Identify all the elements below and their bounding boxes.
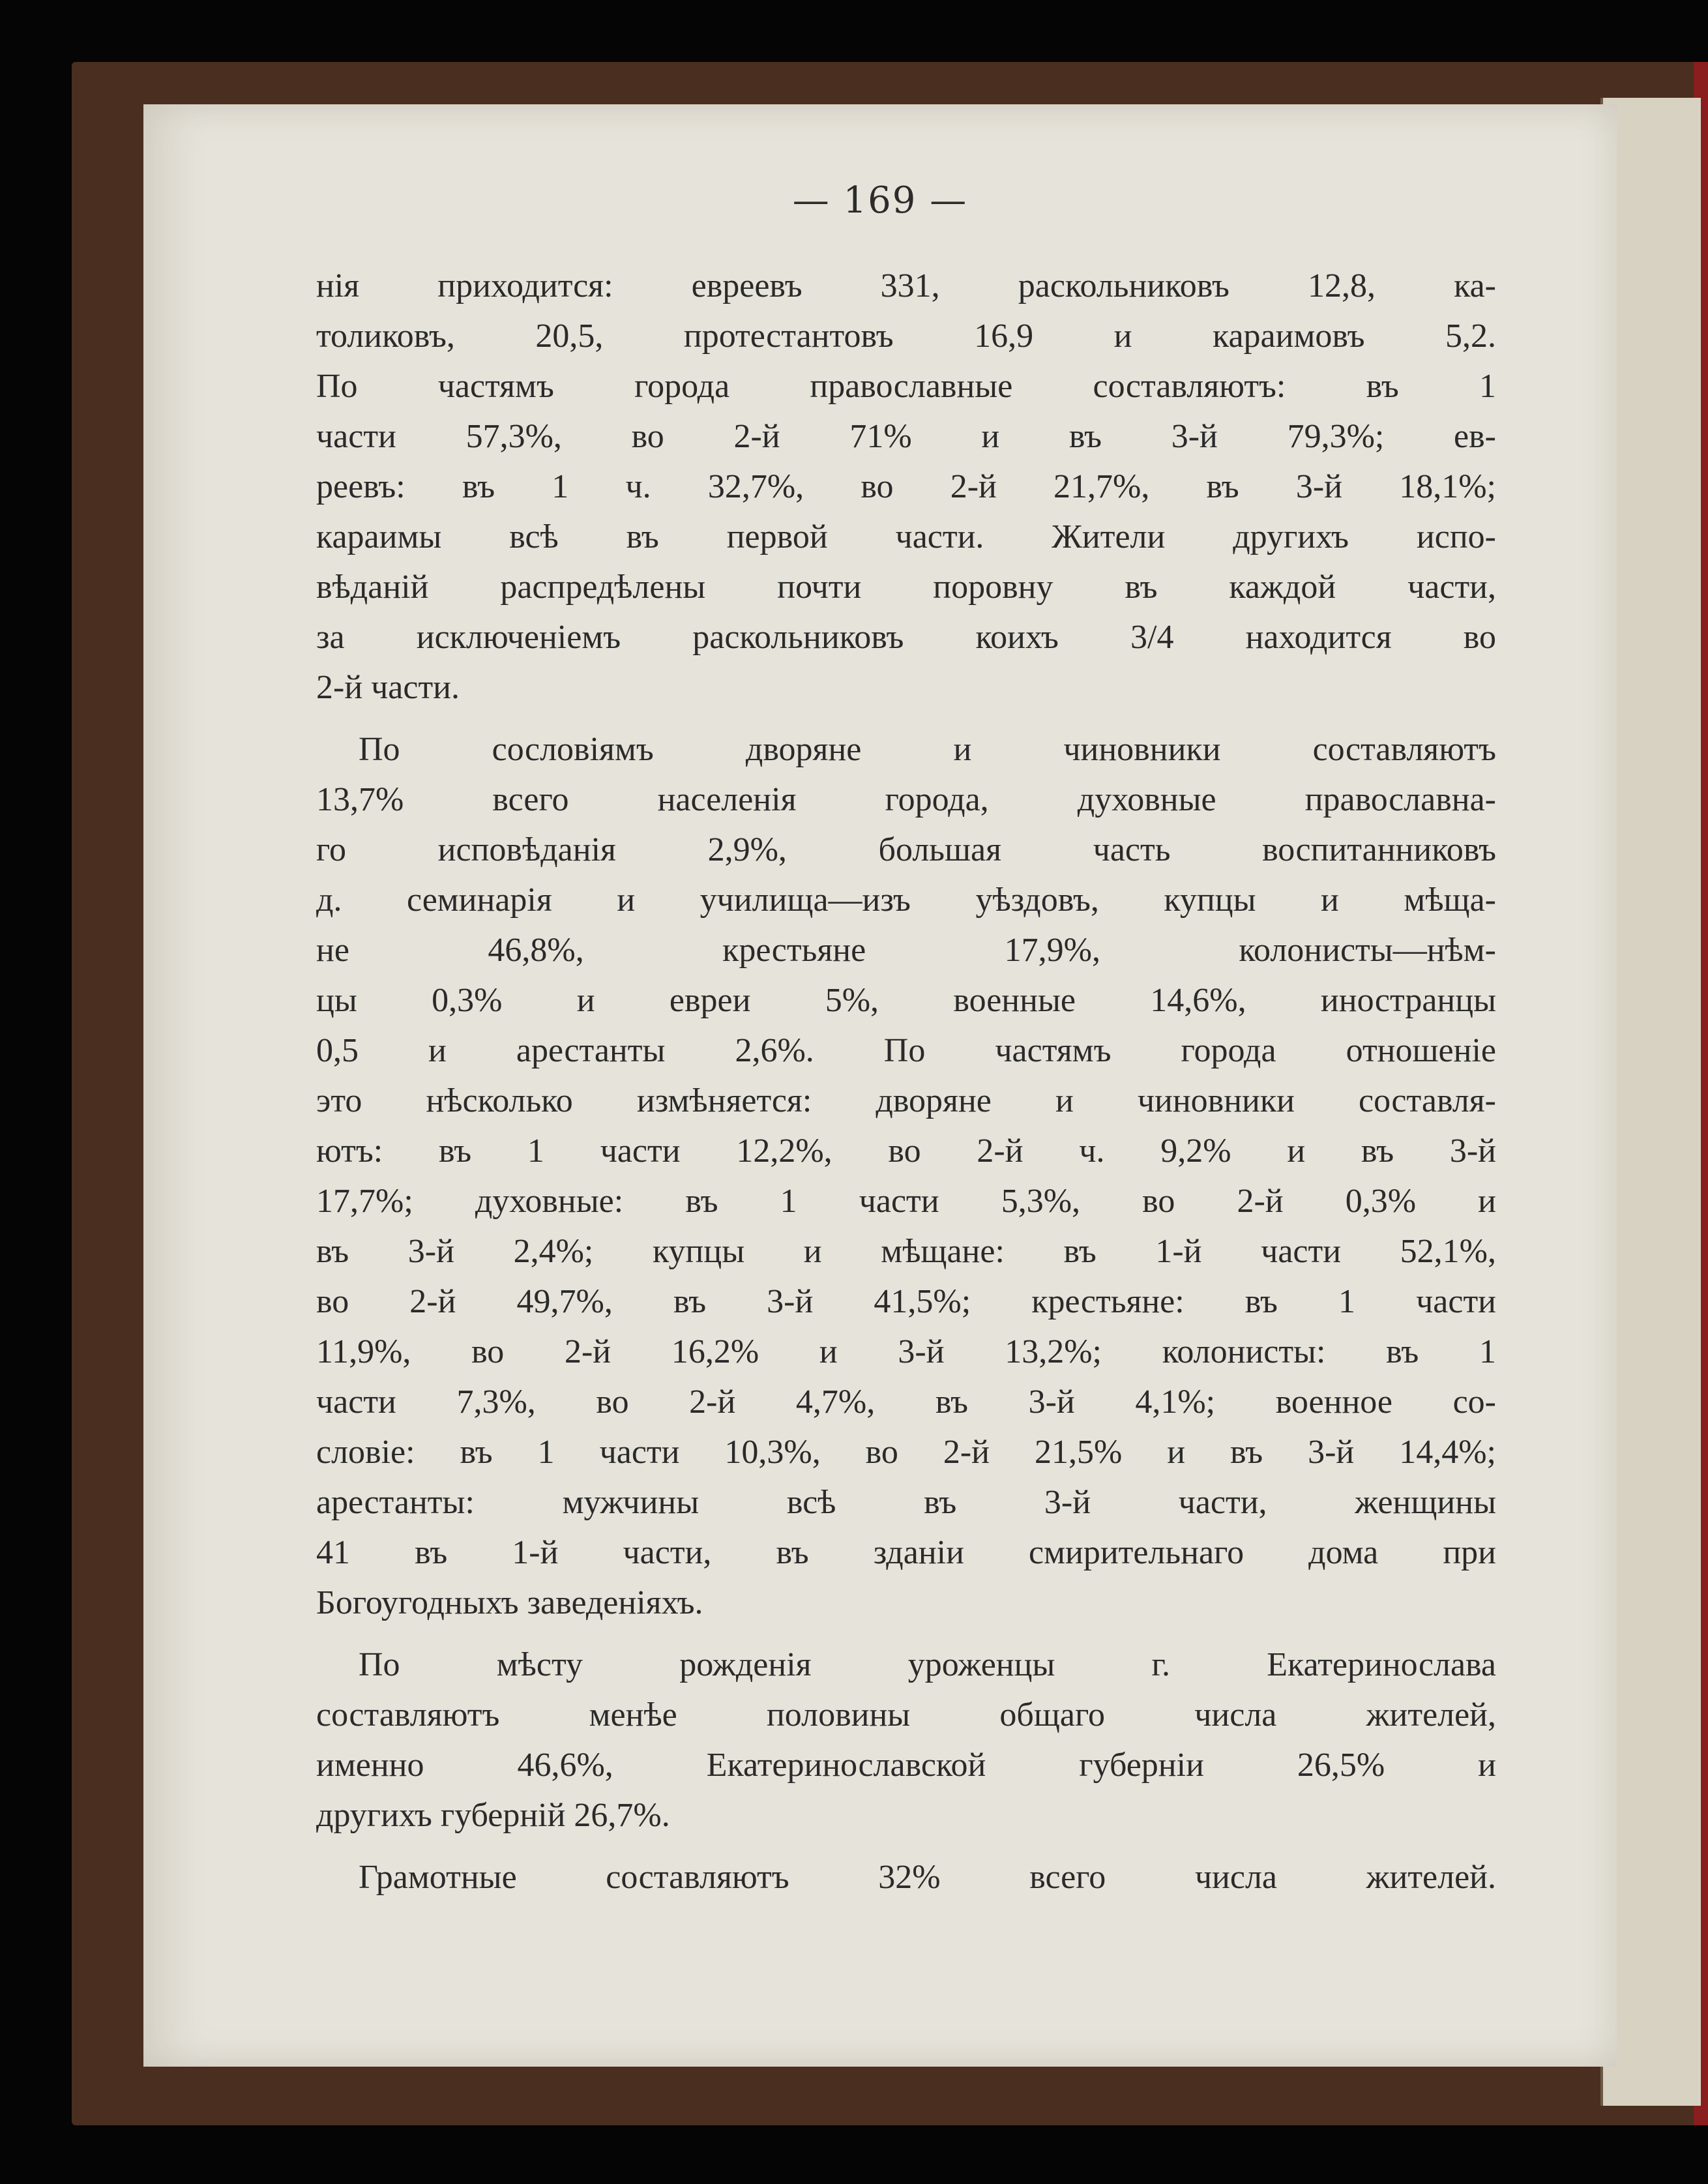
text-line: вѣданій распредѣлены почти поровну въ каждой части, xyxy=(316,568,1496,606)
text-line: го исповѣданія 2,9%, большая часть воспитанниковъ xyxy=(316,831,1496,868)
text-line: Богоугодныхъ заведеніяхъ. xyxy=(316,1584,703,1621)
text-line: части 57,3%, во 2-й 71% и въ 3-й 79,3%; ев- xyxy=(316,418,1496,455)
page-number: — 169 — xyxy=(792,179,968,222)
text-line: за исключеніемъ раскольниковъ коихъ 3/4 находится во xyxy=(316,619,1496,656)
text-line: 17,7%; духовные: въ 1 части 5,3%, во 2-й 0,3% и xyxy=(316,1183,1496,1220)
text-line: это нѣсколько измѣняется: дворяне и чиновники составля- xyxy=(316,1082,1496,1119)
book-page xyxy=(143,104,1617,2067)
text-line: 2-й части. xyxy=(316,669,460,706)
text-line: цы 0,3% и евреи 5%, военные 14,6%, иностранцы xyxy=(316,982,1496,1019)
text-line: словіе: въ 1 части 10,3%, во 2-й 21,5% и въ 3-й 14,4%; xyxy=(316,1434,1496,1471)
text-line: составляютъ менѣе половины общаго числа жителей, xyxy=(316,1696,1496,1734)
text-line: 13,7% всего населенія города, духовные православна- xyxy=(316,781,1496,818)
text-line: По сословіямъ дворяне и чиновники составляютъ xyxy=(359,731,1496,768)
text-line: По частямъ города православные составляютъ: въ 1 xyxy=(316,368,1496,405)
text-line: толиковъ, 20,5, протестантовъ 16,9 и караимовъ 5,2. xyxy=(316,317,1496,355)
text-line: въ 3-й 2,4%; купцы и мѣщане: въ 1-й части 52,1%, xyxy=(316,1233,1496,1270)
text-line: д. семинарія и училища—изъ уѣздовъ, купцы и мѣща- xyxy=(316,881,1496,919)
text-line: По мѣсту рожденія уроженцы г. Екатеринослава xyxy=(359,1646,1496,1683)
text-line: 11,9%, во 2-й 16,2% и 3-й 13,2%; колонисты: въ 1 xyxy=(316,1333,1496,1370)
text-line: не 46,8%, крестьяне 17,9%, колонисты—нѣм- xyxy=(316,932,1496,969)
text-line: 0,5 и арестанты 2,6%. По частямъ города отношеніе xyxy=(316,1032,1496,1069)
text-line: части 7,3%, во 2-й 4,7%, въ 3-й 4,1%; военное со- xyxy=(316,1383,1496,1421)
paragraph-gap xyxy=(316,713,1496,724)
text-line: во 2-й 49,7%, въ 3-й 41,5%; крестьяне: въ 1 части xyxy=(316,1283,1496,1320)
text-line: 41 въ 1-й части, въ зданіи смирительнаго дома при xyxy=(316,1534,1496,1571)
paragraph-gap xyxy=(316,1628,1496,1640)
text-line: именно 46,6%, Екатеринославской губерніи 26,5% и xyxy=(316,1747,1496,1784)
text-line: караимы всѣ въ первой части. Жители другихъ испо- xyxy=(316,518,1496,555)
text-line: другихъ губерній 26,7%. xyxy=(316,1797,670,1834)
text-line: нія приходится: евреевъ 331, раскольниковъ 12,8, ка- xyxy=(316,267,1496,304)
text-line: Грамотные составляютъ 32% всего числа жителей. xyxy=(359,1859,1496,1896)
text-line: ютъ: въ 1 части 12,2%, во 2-й ч. 9,2% и въ 3-й xyxy=(316,1132,1496,1170)
paragraph-gap xyxy=(316,1840,1496,1852)
text-line: реевъ: въ 1 ч. 32,7%, во 2-й 21,7%, въ 3-й 18,1%; xyxy=(316,468,1496,505)
page-text xyxy=(316,261,1496,1902)
text-line: арестанты: мужчины всѣ въ 3-й части, женщины xyxy=(316,1484,1496,1521)
